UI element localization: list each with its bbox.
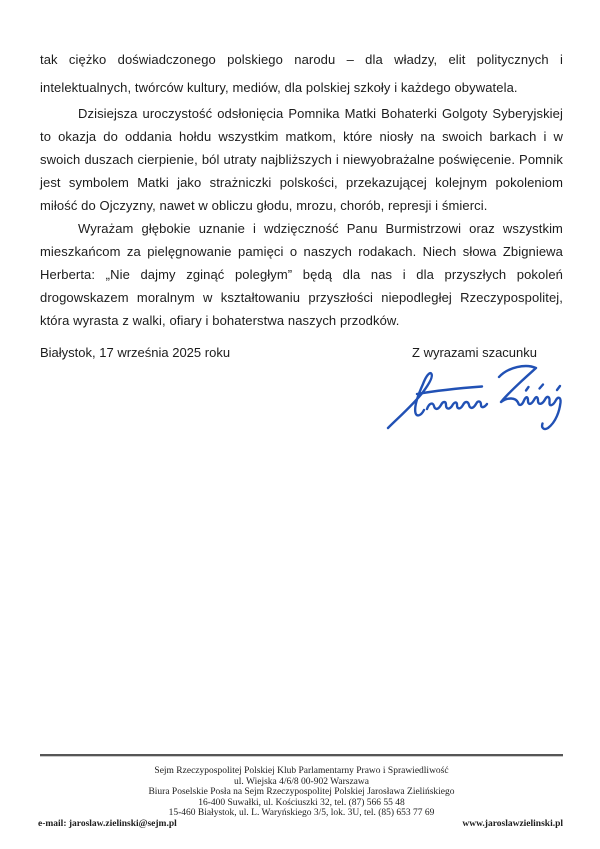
- footer-line-bialystok: 15-460 Białystok, ul. L. Waryńskiego 3/5, lok. 3U, tel. (85) 653 77 69: [168, 808, 435, 819]
- footer-contact-row: [38, 819, 563, 829]
- closing-row: [40, 345, 563, 360]
- footer-office-info: [40, 766, 563, 819]
- footer-divider: [40, 754, 563, 757]
- footer-email: e-mail: jaroslaw.zielinski@sejm.pl: [38, 819, 177, 829]
- closing-salutation: Z wyrazami szacunku: [412, 345, 537, 360]
- paragraph-monument: Dzisiejsza uroczystość odsłonięcia Pomnika Matki Bohaterki Golgoty Syberyjskiej to okazja do oddania hołdu wszystkim matkom, które niosły na swoich barkach i w swoich duszach cierpienie, ból utraty najbliższych i niewyobrażalne poświęcenie. Pomnik jest symbolem Matki jako strażniczki polskości, przekazującej kolejnym pokoleniom miłość do Ojczyzny, nawet w obliczu głodu, mrozu, chorób, represji i śmierci.: [40, 106, 563, 213]
- signature: [382, 360, 578, 438]
- signature-handwriting-icon: [382, 360, 578, 438]
- footer-line-club: Sejm Rzeczypospolitej Polskiej Klub Parlamentarny Prawo i Sprawiedliwość: [154, 766, 449, 776]
- paragraph-gratitude: Wyrażam głębokie uznanie i wdzięczność Panu Burmistrzowi oraz wszystkim mieszkańcom za pielęgnowanie pamięci o naszych rodakach. Niech słowa Zbigniewa Herberta: „Nie dajmy zginąć poległym” będą dla nas i dla przyszłych pokoleń drogowskazem moralnym w kształtowaniu przyszłości niepodległej Rzeczypospolitej, która wyrasta z walki, ofiary i bohaterstwa naszych przodków.: [40, 221, 563, 328]
- footer-line-address-warsaw: ul. Wiejska 4/6/8 00-902 Warszawa: [234, 776, 369, 787]
- footer-website: www.jaroslawzielinski.pl: [462, 819, 563, 829]
- footer-line-suwalki: 16-400 Suwałki, ul. Kościuszki 32, tel. (87) 566 55 48: [198, 797, 405, 808]
- paragraph-continuation: tak ciężko doświadczonego polskiego narodu – dla władzy, elit politycznych i intelektualnych, twórców kultury, mediów, dla polskiej szkoły i każdego obywatela.: [40, 52, 563, 95]
- letter-body: [40, 46, 563, 332]
- date-line: Białystok, 17 września 2025 roku: [40, 345, 231, 360]
- footer-line-offices: Biura Poselskie Posła na Sejm Rzeczypospolitej Polskiej Jarosława Zielińskiego: [148, 787, 455, 798]
